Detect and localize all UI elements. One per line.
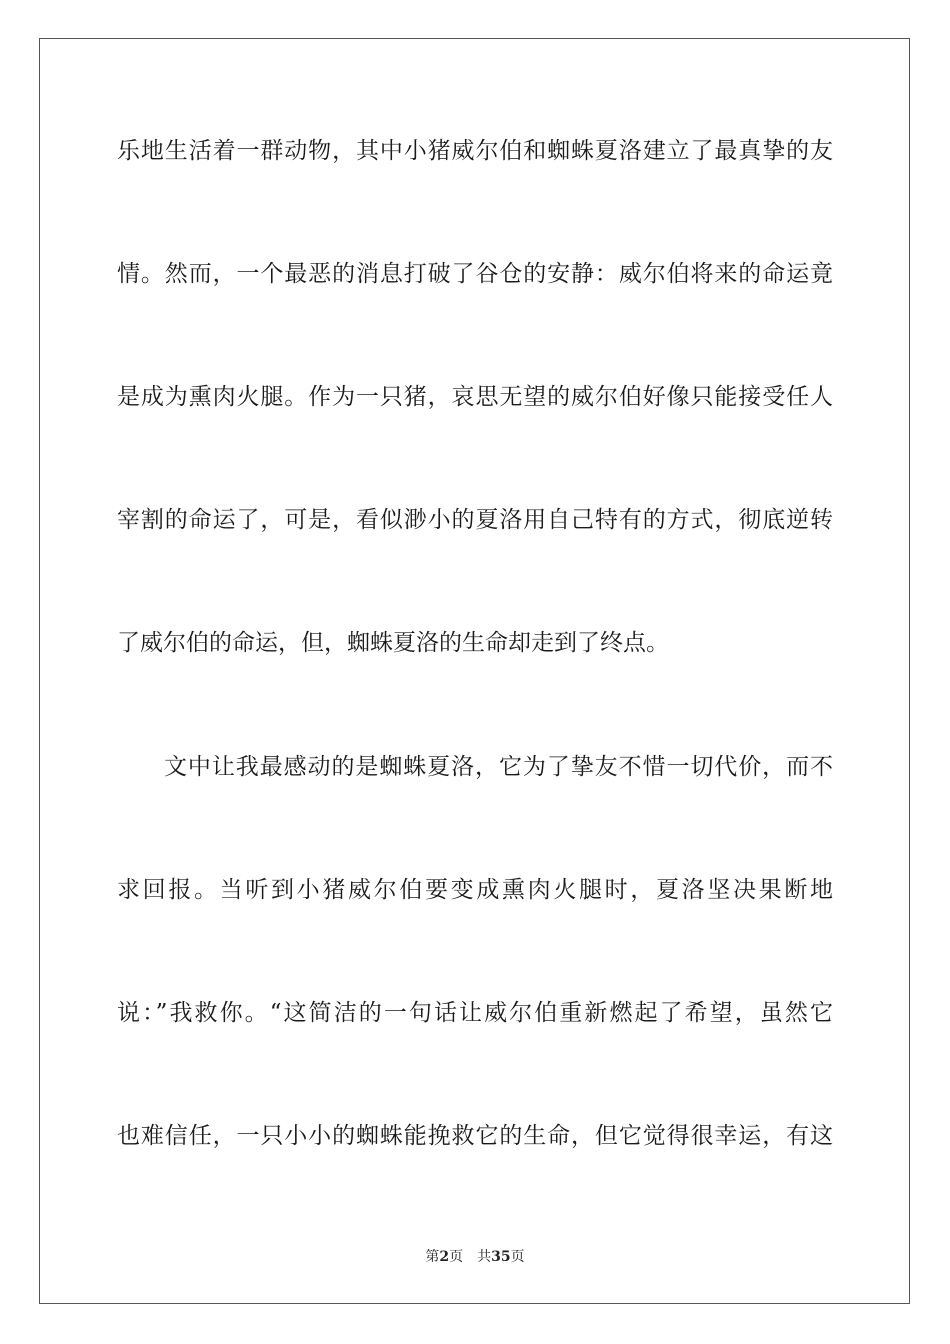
text-line: 了威尔伯的命运，但，蜘蛛夏洛的生命却走到了终点。 [117, 630, 669, 656]
total-pages: 35 [491, 1249, 511, 1265]
text-line: 乐地生活着一群动物，其中小猪威尔伯和蜘蛛夏洛建立了最真挚的友 [117, 138, 833, 164]
page-label [425, 1249, 463, 1265]
total-pages-label [477, 1249, 524, 1265]
page-prefix: 第 [425, 1249, 440, 1265]
total-suffix: 页 [510, 1249, 525, 1265]
page-number: 2 [439, 1249, 450, 1265]
total-prefix: 共 [477, 1249, 492, 1265]
text-line: 情。然而，一个最恶的消息打破了谷仓的安静：威尔伯将来的命运竟 [117, 261, 833, 287]
page-suffix: 页 [449, 1249, 464, 1265]
paragraph-first-line: 文中让我最感动的是蜘蛛夏洛，它为了挚友不惜一切代价，而不 [164, 754, 833, 780]
text-line: 宰割的命运了，可是，看似渺小的夏洛用自己特有的方式，彻底逆转 [117, 507, 833, 533]
text-line: 是成为熏肉火腿。作为一只猪，哀思无望的威尔伯好像只能接受任人 [117, 384, 833, 410]
text-line: 也难信任，一只小小的蜘蛛能挽救它的生命，但它觉得很幸运，有这 [117, 1123, 833, 1149]
text-line: 说：”我救你。“这简洁的一句话让威尔伯重新燃起了希望，虽然它 [117, 1000, 833, 1026]
page-footer [0, 1248, 950, 1266]
text-line: 求回报。当听到小猪威尔伯要变成熏肉火腿时，夏洛坚决果断地 [117, 877, 833, 903]
page-border [39, 38, 910, 1304]
